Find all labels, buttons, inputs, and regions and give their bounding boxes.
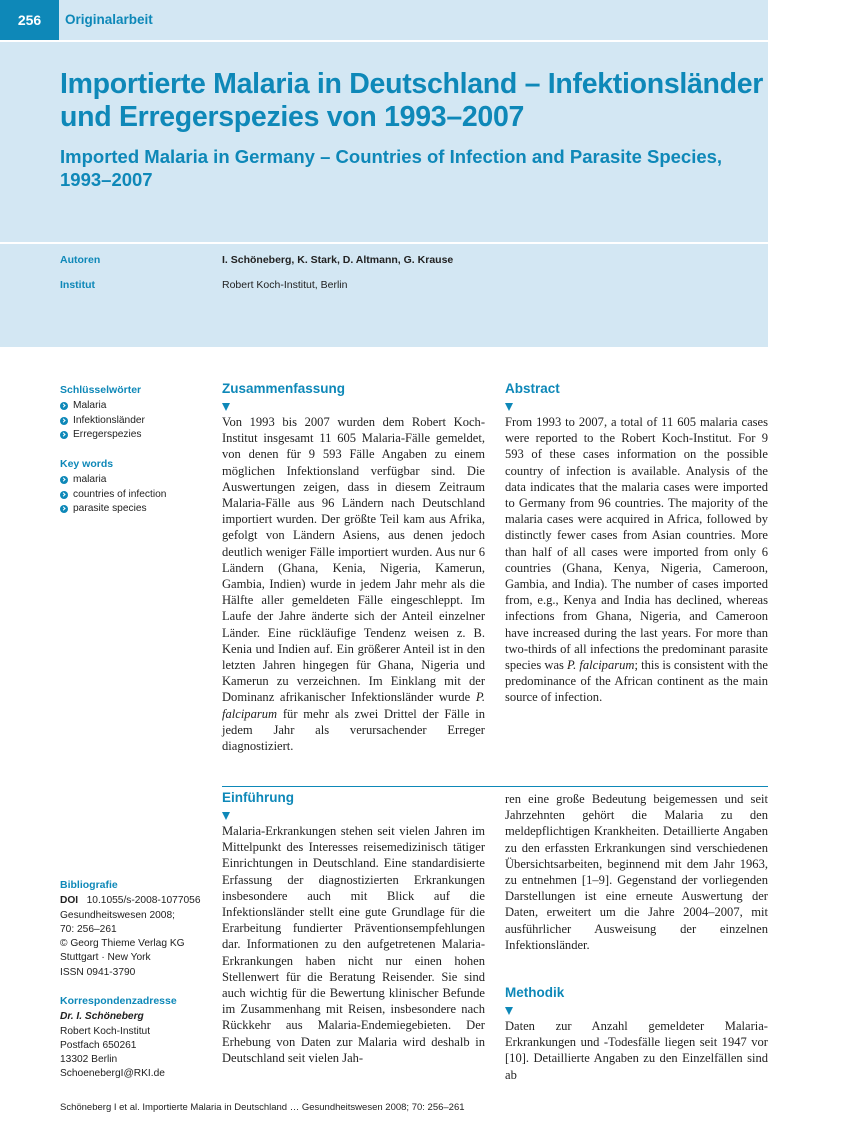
- methodik-heading: Methodik: [505, 985, 565, 1000]
- einfuehrung-continuation: ren eine große Bedeutung beigemessen und seit Jahrzehnten gehört die Malaria zu den meldepflichtigen Krankheiten. Detaillierte Angaben zu den erfassten Erkrankungen sind verschiedenen Übersichtsarbeiten, beginnend mit dem Jahr 1963, zu entnehmen [1–9]. Gegenstand der vorliegenden Darstellungen ist eine erneute Auswertung der Daten, erweitert um die Jahre 2004–2007, mit ausführlicher Ausweisung der einzelnen Infektionsländer.: [505, 792, 768, 952]
- institute: Robert Koch-Institut, Berlin: [222, 279, 348, 291]
- methodik-text: Daten zur Anzahl gemeldeter Malaria-Erkrankungen und -Todesfälle liegen seit 1947 vor [10]. Detaillierte Angaben zu den Einzelfällen sind ab: [505, 1019, 768, 1082]
- triangle-down-icon: [505, 403, 513, 411]
- zusammenfassung-text: Von 1993 bis 2007 wurden dem Robert Koch-Institut insgesamt 11 605 Malaria-Fälle gemeldet, von denen für 9 593 Fälle Angaben zu einem möglichen Infektionsland verfügbar sind. Die Auswertungen zeigen, dass in diesem Zeitraum Malaria-Fälle aus 96 Ländern nach Deutschland importiert wurden. Der größte Teil kam aus Afrika, gefolgt von Ländern Asiens, aus denen jedoch deutlich weniger Fälle importiert wurden. Aus nur 6 Ländern (Ghana, Kenia, Nigeria, Kamerun, Gambia, Indien) wurde in jedem Jahr mehr als die Hälfte aller gemeldeten Fälle eingeschleppt. Im Laufe der Jahre änderte sich der Anteil einzelner Länder. Eine rückläufige Tendenz weisen z. B. Kenia und Indien auf. Ein größerer Anteil ist in den letzten Jahren hingegen für Ghana, Nigeria und Kamerun zu verzeichnen. Im Einklang mit der Dominanz afrikanischer Infektionsländer wurde P. falciparum für mehr als zwei Drittel der Fälle in jedem Jahr als verursachender Erreger diagnostiziert.: [222, 415, 485, 754]
- triangle-down-icon: [222, 812, 230, 820]
- bibliography: [60, 878, 210, 980]
- meta-divider: [0, 242, 768, 244]
- page-number: 256: [0, 0, 59, 40]
- header-divider: [0, 40, 768, 42]
- authors: I. Schöneberg, K. Stark, D. Altmann, G. Krause: [222, 254, 454, 266]
- keyword-item: Erregerspezies: [60, 428, 210, 442]
- correspondence-city: 13302 Berlin: [60, 1054, 118, 1066]
- authors-label: Autoren: [60, 254, 101, 266]
- doi-line: DOI 10.1055/s-2008-1077056: [60, 895, 201, 907]
- triangle-down-icon: [222, 403, 230, 411]
- correspondence: [60, 994, 210, 1082]
- abstract-heading: Abstract: [505, 381, 560, 396]
- title-german: Importierte Malaria in Deutschland – Infektionsländer und Erregerspezies von 1993–2007: [60, 68, 764, 133]
- correspondence-heading: Korrespondenzadresse: [60, 995, 177, 1007]
- bullet-arrow-icon: [60, 431, 68, 439]
- triangle-down-icon: [505, 1007, 513, 1015]
- keywords-en: [60, 457, 210, 516]
- keywords-de: [60, 383, 210, 442]
- bullet-arrow-icon: [60, 505, 68, 513]
- title-english: Imported Malaria in Germany – Countries of Infection and Parasite Species, 1993–2007: [60, 146, 723, 190]
- keyword-item: malaria: [60, 473, 210, 487]
- doi: 10.1055/s-2008-1077056: [86, 895, 201, 907]
- volume-pages: 70: 256–261: [60, 923, 117, 935]
- bullet-arrow-icon: [60, 417, 68, 425]
- bullet-arrow-icon: [60, 476, 68, 484]
- keyword-item: countries of infection: [60, 488, 210, 502]
- bullet-arrow-icon: [60, 402, 68, 410]
- journal: Gesundheitswesen 2008;: [60, 909, 175, 921]
- copyright: © Georg Thieme Verlag KG: [60, 938, 185, 950]
- bibliography-heading: Bibliografie: [60, 879, 118, 891]
- footer-citation: Schöneberg I et al. Importierte Malaria in Deutschland … Gesundheitswesen 2008; 70: 256–261: [60, 1102, 465, 1113]
- keywords-en-heading: Key words: [60, 458, 114, 470]
- correspondence-email: SchoenebergI@RKI.de: [60, 1068, 165, 1080]
- abstract-text: From 1993 to 2007, a total of 11 605 malaria cases were reported to the Robert Koch-Institut. For 9 593 of these cases information on the possible country of infection is available. Analysis of the data indicates that the malaria cases were imported to Germany from 96 countries. The majority of the malaria cases were acquired in Africa, followed by distinctly fewer cases from Asian countries. More than half of all cases were imported from only 6 countries (Ghana, Kenya, Nigeria, Cameroon, Gambia, and India). The number of cases imported from, e.g., Kenya and India has declined, whereas infections from Ghana, Nigeria, and Cameroon have increased during the last years. For more than two-thirds of all infections the predominant parasite species was P. falciparum; this is consistent with the predominance of the African continent as the main source of infection.: [505, 415, 768, 705]
- publisher-location: Stuttgart · New York: [60, 952, 151, 964]
- section-divider: [222, 786, 768, 787]
- section-label: Originalarbeit: [65, 12, 153, 27]
- issn: ISSN 0941-3790: [60, 966, 136, 978]
- correspondence-org: Robert Koch-Institut: [60, 1025, 151, 1037]
- keyword-item: Malaria: [60, 399, 210, 413]
- keywords-de-heading: Schlüsselwörter: [60, 384, 142, 396]
- keyword-item: Infektionsländer: [60, 414, 210, 428]
- zusammenfassung-heading: Zusammenfassung: [222, 381, 346, 396]
- bullet-arrow-icon: [60, 491, 68, 499]
- einfuehrung-text: Malaria-Erkrankungen stehen seit vielen Jahren im Mittelpunkt des Interesses reisemedizinisch tätiger Einrichtungen in Deutschland. Eine standardisierte Erfassung der diagnostizierten Erkrankungen insbesondere auch mit Blick auf die Infektionsländer stellt eine gute Grundlage für die Erarbeitung fundierter Präventionsempfehlungen dar. Informationen zu den aufgetretenen Malaria-Erkrankungen haben nicht nur einen hohen Stellenwert für die Beratung Reisender. Sie sind auch wichtig für die Bewertung klinischer Befunde im Zusammenhang mit Reisen, insbesondere nach Rückkehr aus Malaria-Endemiegebieten. Der Erhebung von Daten zur Malaria wird deshalb in Deutschland seit vielen Jah-: [222, 824, 485, 1065]
- correspondence-po-box: Postfach 650261: [60, 1039, 137, 1051]
- einfuehrung-heading: Einführung: [222, 790, 294, 805]
- institute-label: Institut: [60, 279, 95, 291]
- keyword-item: parasite species: [60, 502, 210, 516]
- correspondence-name: Dr. I. Schöneberg: [60, 1011, 144, 1023]
